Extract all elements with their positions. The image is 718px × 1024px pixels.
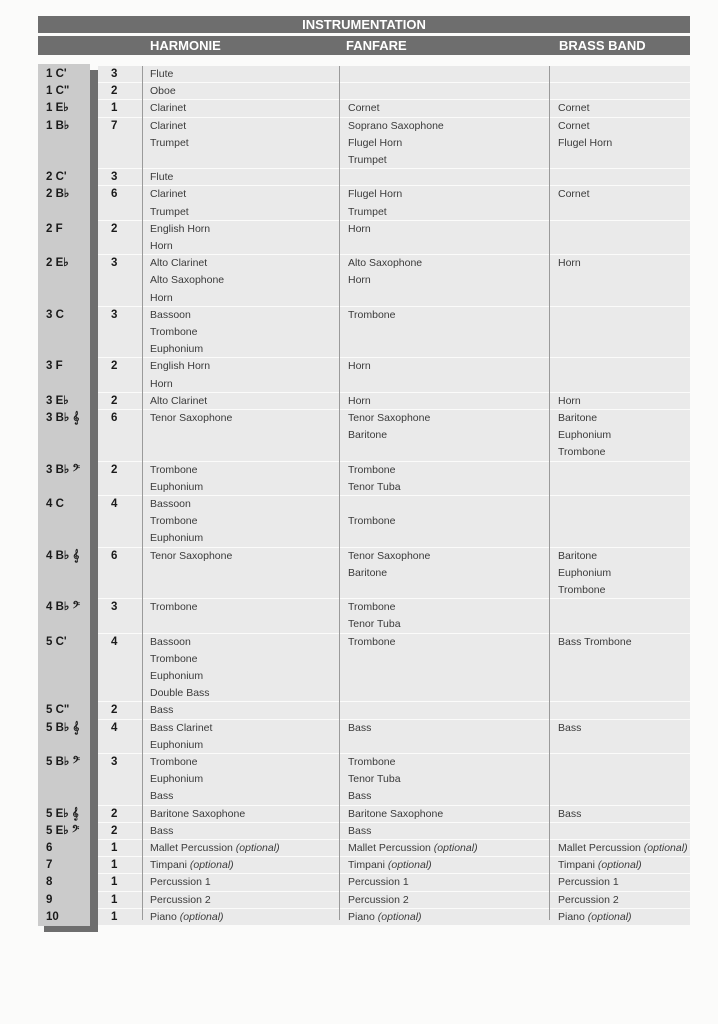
brass-band-cell bbox=[558, 393, 581, 410]
instrument-name: Trumpet bbox=[348, 153, 387, 166]
optional-note: (optional) bbox=[643, 842, 688, 854]
part-code: 1 C" bbox=[46, 85, 70, 98]
fanfare-cell bbox=[348, 874, 409, 891]
table-row bbox=[0, 892, 718, 909]
part-code: 1 B♭ bbox=[46, 119, 70, 132]
optional-note: (optional) bbox=[387, 859, 432, 872]
table-row bbox=[0, 702, 718, 719]
part-code: 4 B♭ 𝄞 bbox=[46, 549, 80, 562]
part-count: 7 bbox=[111, 119, 118, 132]
part-count: 4 bbox=[111, 635, 118, 648]
instrument-name: Percussion 1 bbox=[558, 876, 619, 889]
column-divider bbox=[339, 66, 340, 920]
instrument-name: Horn bbox=[348, 360, 371, 373]
instrument-name: Trombone bbox=[558, 446, 606, 459]
instrument-name: Horn bbox=[150, 291, 173, 304]
part-code: 6 bbox=[46, 842, 53, 854]
part-code: 2 C' bbox=[46, 171, 67, 184]
instrument-name: Trumpet bbox=[348, 205, 387, 218]
instrument-name: Piano (optional) bbox=[150, 910, 224, 923]
harmonie-cell bbox=[150, 186, 189, 220]
part-count: 6 bbox=[111, 188, 118, 201]
instrument-name: English Horn bbox=[150, 222, 211, 235]
harmonie-cell bbox=[150, 410, 232, 427]
table-row bbox=[0, 169, 718, 186]
table-row bbox=[0, 874, 718, 891]
instrument-name: Percussion 2 bbox=[150, 893, 211, 906]
harmonie-cell bbox=[150, 358, 210, 392]
part-count: 1 bbox=[111, 876, 118, 889]
instrument-name: Tenor Tuba bbox=[348, 480, 401, 493]
fanfare-cell bbox=[348, 186, 402, 220]
instrument-name: Flute bbox=[150, 68, 174, 80]
fanfare-cell bbox=[348, 393, 371, 410]
instrument-name: Tenor Tuba bbox=[348, 773, 401, 786]
column-header-brass-band: BRASS BAND bbox=[559, 38, 646, 53]
brass-band-cell bbox=[558, 186, 590, 203]
instrument-name: Baritone bbox=[348, 429, 388, 442]
fanfare-cell bbox=[348, 118, 444, 170]
instrument-name: Flute bbox=[150, 171, 174, 184]
instrument-name: Mallet Percussion (optional) bbox=[150, 842, 280, 854]
instrument-name: Trombone bbox=[150, 601, 198, 614]
part-count: 2 bbox=[111, 463, 118, 476]
instrument-name: Clarinet bbox=[150, 188, 187, 201]
part-code: 10 bbox=[46, 910, 59, 923]
table-row bbox=[0, 221, 718, 255]
instrument-name: Bassoon bbox=[150, 635, 191, 648]
instrument-name: Euphonium bbox=[150, 773, 204, 786]
instrument-name: Percussion 2 bbox=[558, 893, 619, 906]
fanfare-cell bbox=[348, 634, 395, 651]
instrument-name: Baritone bbox=[558, 549, 598, 562]
instrument-name: Cornet bbox=[558, 102, 590, 115]
table-title: INSTRUMENTATION bbox=[38, 16, 690, 33]
part-code: 3 E♭ bbox=[46, 394, 69, 407]
table-row bbox=[0, 83, 718, 100]
table-row bbox=[0, 186, 718, 220]
table-row bbox=[0, 720, 718, 754]
instrument-name: Trombone bbox=[348, 756, 396, 768]
instrument-name: Tenor Saxophone bbox=[150, 549, 233, 562]
table-row bbox=[0, 358, 718, 392]
instrument-name: Percussion 2 bbox=[348, 893, 409, 906]
instrument-name: Bass bbox=[348, 721, 372, 734]
part-count: 4 bbox=[111, 721, 118, 734]
part-count: 6 bbox=[111, 549, 118, 562]
part-count: 2 bbox=[111, 807, 118, 820]
instrument-name: Flugel Horn bbox=[558, 136, 613, 149]
fanfare-cell bbox=[348, 857, 432, 874]
table-row bbox=[0, 462, 718, 496]
part-count: 3 bbox=[111, 756, 118, 768]
brass-band-cell bbox=[558, 874, 619, 891]
fanfare-cell bbox=[348, 410, 430, 444]
instrument-name: Bass bbox=[348, 824, 372, 837]
instrument-name: Alto Saxophone bbox=[348, 257, 423, 270]
part-code: 3 B♭ 𝄢 bbox=[46, 463, 80, 476]
instrument-name: Trombone bbox=[150, 756, 198, 768]
fanfare-cell bbox=[348, 548, 430, 582]
instrument-name: Flugel Horn bbox=[348, 188, 403, 201]
fanfare-cell bbox=[348, 754, 401, 806]
instrument-name: Mallet Percussion (optional) bbox=[558, 842, 688, 854]
brass-band-cell bbox=[558, 548, 611, 600]
part-count: 1 bbox=[111, 102, 118, 115]
table-row bbox=[0, 307, 718, 359]
table-row bbox=[0, 496, 718, 548]
instrument-name: Cornet bbox=[348, 102, 380, 115]
instrument-name: Piano (optional) bbox=[558, 910, 632, 923]
table-row bbox=[0, 410, 718, 462]
instrument-name: Horn bbox=[558, 257, 581, 270]
part-count: 2 bbox=[111, 824, 118, 837]
harmonie-cell bbox=[150, 874, 211, 891]
instrument-name: Baritone Saxophone bbox=[348, 807, 444, 820]
optional-note: (optional) bbox=[433, 842, 478, 854]
table-row bbox=[0, 599, 718, 633]
part-count: 2 bbox=[111, 704, 118, 717]
part-code: 5 E♭ 𝄞 bbox=[46, 807, 79, 820]
harmonie-cell bbox=[150, 462, 203, 496]
harmonie-cell bbox=[150, 857, 234, 874]
instrument-name: Alto Clarinet bbox=[150, 394, 208, 407]
instrument-name: Double Bass bbox=[150, 687, 210, 700]
row-shading bbox=[98, 83, 690, 99]
instrument-name: Timpani (optional) bbox=[348, 859, 432, 872]
harmonie-cell bbox=[150, 393, 207, 410]
brass-band-cell bbox=[558, 634, 632, 651]
column-divider bbox=[549, 66, 550, 920]
table-row bbox=[0, 806, 718, 823]
part-count: 1 bbox=[111, 910, 118, 923]
table-row bbox=[0, 255, 718, 307]
harmonie-cell bbox=[150, 909, 224, 926]
instrument-name: Horn bbox=[558, 394, 581, 407]
harmonie-cell bbox=[150, 548, 232, 565]
instrument-name: Trombone bbox=[348, 515, 396, 528]
part-code: 8 bbox=[46, 876, 53, 889]
instrument-name: Timpani (optional) bbox=[558, 859, 642, 872]
table-row bbox=[0, 548, 718, 600]
part-code: 5 C' bbox=[46, 635, 67, 648]
harmonie-cell bbox=[150, 83, 176, 100]
table-row bbox=[0, 66, 718, 83]
instrument-name: Baritone Saxophone bbox=[150, 807, 246, 820]
instrument-name: Clarinet bbox=[150, 102, 187, 115]
instrument-name: Oboe bbox=[150, 85, 176, 98]
instrument-name: Trumpet bbox=[150, 205, 189, 218]
harmonie-cell bbox=[150, 840, 280, 857]
brass-band-cell bbox=[558, 100, 590, 117]
part-code: 5 B♭ 𝄞 bbox=[46, 721, 80, 734]
instrument-name: Bass Trombone bbox=[558, 635, 632, 648]
table-row bbox=[0, 634, 718, 703]
row-shading bbox=[98, 100, 690, 116]
part-code: 1 C' bbox=[46, 68, 67, 80]
brass-band-cell bbox=[558, 857, 642, 874]
instrument-name: Bassoon bbox=[150, 308, 191, 321]
brass-band-cell bbox=[558, 118, 612, 152]
part-count: 2 bbox=[111, 222, 118, 235]
part-count: 3 bbox=[111, 68, 118, 80]
brass-band-cell bbox=[558, 255, 581, 272]
part-code: 9 bbox=[46, 893, 53, 906]
part-count: 2 bbox=[111, 85, 118, 98]
part-count: 3 bbox=[111, 601, 118, 614]
instrument-name: Horn bbox=[348, 274, 371, 287]
instrument-name: Bass bbox=[348, 790, 372, 803]
harmonie-cell bbox=[150, 169, 173, 186]
part-count: 1 bbox=[111, 893, 118, 906]
harmonie-cell bbox=[150, 221, 210, 255]
instrument-name: Bass bbox=[150, 790, 174, 803]
instrument-name: Horn bbox=[348, 222, 371, 235]
row-shading bbox=[98, 66, 690, 82]
part-code: 4 C bbox=[46, 498, 64, 510]
fanfare-cell bbox=[348, 255, 422, 289]
instrument-name: Percussion 1 bbox=[348, 876, 409, 889]
brass-band-cell bbox=[558, 410, 611, 462]
instrument-name: English Horn bbox=[150, 360, 211, 373]
instrument-name: Trombone bbox=[150, 652, 198, 665]
instrument-name: Tenor Saxophone bbox=[348, 412, 431, 424]
brass-band-cell bbox=[558, 720, 581, 737]
instrument-name: Tenor Tuba bbox=[348, 618, 401, 631]
optional-note: (optional) bbox=[597, 859, 642, 872]
harmonie-cell bbox=[150, 702, 173, 719]
fanfare-cell bbox=[348, 892, 409, 909]
fanfare-cell bbox=[348, 720, 371, 737]
instrument-name: Piano (optional) bbox=[348, 910, 422, 923]
instrument-name: Percussion 1 bbox=[150, 876, 211, 889]
table-row bbox=[0, 840, 718, 857]
instrument-name: Flugel Horn bbox=[348, 136, 403, 149]
brass-band-cell bbox=[558, 909, 632, 926]
instrument-name: Alto Saxophone bbox=[150, 274, 225, 287]
instrument-name: Euphonium bbox=[558, 429, 612, 442]
part-count: 1 bbox=[111, 859, 118, 872]
harmonie-cell bbox=[150, 720, 212, 754]
instrument-name: Bass bbox=[150, 704, 174, 717]
instrument-name: Baritone bbox=[558, 412, 598, 424]
column-header-fanfare: FANFARE bbox=[346, 38, 407, 53]
part-count: 2 bbox=[111, 360, 118, 373]
harmonie-cell bbox=[150, 892, 211, 909]
instrument-name: Alto Clarinet bbox=[150, 257, 208, 270]
instrument-name: Trombone bbox=[558, 583, 606, 596]
optional-note: (optional) bbox=[587, 910, 632, 923]
part-count: 3 bbox=[111, 171, 118, 184]
part-code: 2 E♭ bbox=[46, 257, 69, 270]
instrument-name: Baritone bbox=[348, 566, 388, 579]
table-row bbox=[0, 393, 718, 410]
optional-note: (optional) bbox=[377, 910, 422, 923]
part-count: 4 bbox=[111, 498, 118, 510]
part-code: 5 C" bbox=[46, 704, 70, 717]
instrument-name: Bass bbox=[150, 824, 174, 837]
instrument-name: Trumpet bbox=[150, 136, 189, 149]
fanfare-cell bbox=[348, 806, 443, 823]
harmonie-cell bbox=[150, 307, 203, 359]
instrument-name: Bass bbox=[558, 807, 582, 820]
instrument-name: Mallet Percussion (optional) bbox=[348, 842, 478, 854]
fanfare-cell bbox=[348, 221, 371, 238]
fanfare-cell bbox=[348, 462, 401, 496]
table-row bbox=[0, 118, 718, 170]
part-code: 2 B♭ bbox=[46, 188, 70, 201]
part-code: 7 bbox=[46, 859, 53, 872]
part-code: 3 F bbox=[46, 360, 63, 373]
instrument-name: Tenor Saxophone bbox=[348, 549, 431, 562]
part-count: 1 bbox=[111, 842, 118, 854]
instrument-name: Euphonium bbox=[558, 566, 612, 579]
table-row bbox=[0, 754, 718, 806]
instrument-name: Timpani (optional) bbox=[150, 859, 234, 872]
instrument-name bbox=[348, 496, 395, 513]
instrument-name: Euphonium bbox=[150, 669, 204, 682]
table-row bbox=[0, 100, 718, 117]
part-code: 4 B♭ 𝄢 bbox=[46, 601, 80, 614]
instrument-name: Bass bbox=[558, 721, 582, 734]
harmonie-cell bbox=[150, 634, 210, 703]
column-divider bbox=[142, 66, 143, 920]
harmonie-cell bbox=[150, 496, 203, 548]
table-row bbox=[0, 857, 718, 874]
instrument-name: Trombone bbox=[348, 308, 396, 321]
row-shading bbox=[98, 702, 690, 718]
fanfare-cell bbox=[348, 840, 478, 857]
instrument-name: Cornet bbox=[558, 188, 590, 201]
instrument-name: Euphonium bbox=[150, 738, 204, 751]
fanfare-cell bbox=[348, 100, 380, 117]
instrument-name: Trombone bbox=[348, 601, 396, 614]
fanfare-cell bbox=[348, 358, 371, 375]
harmonie-cell bbox=[150, 754, 203, 806]
part-code: 5 B♭ 𝄢 bbox=[46, 756, 80, 768]
fanfare-cell bbox=[348, 307, 395, 324]
instrument-name: Bass Clarinet bbox=[150, 721, 213, 734]
row-shading bbox=[98, 823, 690, 839]
part-count: 6 bbox=[111, 412, 118, 424]
instrument-name: Tenor Saxophone bbox=[150, 412, 233, 424]
part-count: 3 bbox=[111, 257, 118, 270]
optional-note: (optional) bbox=[179, 910, 224, 923]
instrument-name: Horn bbox=[150, 239, 173, 252]
instrument-name: Trombone bbox=[150, 515, 198, 528]
fanfare-cell bbox=[348, 496, 395, 530]
harmonie-cell bbox=[150, 255, 224, 307]
instrument-name: Trombone bbox=[150, 325, 198, 338]
optional-note: (optional) bbox=[189, 859, 234, 872]
instrument-name: Bassoon bbox=[150, 498, 191, 510]
instrument-name: Trombone bbox=[348, 463, 396, 476]
row-shading bbox=[98, 169, 690, 185]
brass-band-cell bbox=[558, 840, 688, 857]
optional-note: (optional) bbox=[235, 842, 280, 854]
part-code: 2 F bbox=[46, 222, 63, 235]
instrument-name: Trombone bbox=[150, 463, 198, 476]
instrument-name: Euphonium bbox=[150, 480, 204, 493]
instrument-name: Horn bbox=[150, 377, 173, 390]
part-code: 5 E♭ 𝄢 bbox=[46, 824, 80, 837]
harmonie-cell bbox=[150, 100, 186, 117]
instrument-name: Clarinet bbox=[150, 119, 187, 132]
column-header-harmonie: HARMONIE bbox=[150, 38, 221, 53]
brass-band-cell bbox=[558, 806, 581, 823]
harmonie-cell bbox=[150, 118, 189, 152]
instrument-name: Euphonium bbox=[150, 532, 204, 545]
instrument-name: Trombone bbox=[348, 635, 396, 648]
instrument-name: Euphonium bbox=[150, 343, 204, 356]
fanfare-cell bbox=[348, 909, 422, 926]
fanfare-cell bbox=[348, 823, 371, 840]
harmonie-cell bbox=[150, 823, 173, 840]
part-code: 3 B♭ 𝄞 bbox=[46, 412, 80, 424]
harmonie-cell bbox=[150, 599, 197, 616]
instrument-name: Cornet bbox=[558, 119, 590, 132]
harmonie-cell bbox=[150, 66, 173, 83]
table-row bbox=[0, 823, 718, 840]
part-code: 3 C bbox=[46, 308, 64, 321]
instrument-name: Horn bbox=[348, 394, 371, 407]
fanfare-cell bbox=[348, 599, 401, 633]
harmonie-cell bbox=[150, 806, 245, 823]
part-count: 2 bbox=[111, 394, 118, 407]
part-count: 3 bbox=[111, 308, 118, 321]
instrument-name: Soprano Saxophone bbox=[348, 119, 444, 132]
part-code: 1 E♭ bbox=[46, 102, 69, 115]
table-row bbox=[0, 909, 718, 926]
brass-band-cell bbox=[558, 892, 619, 909]
